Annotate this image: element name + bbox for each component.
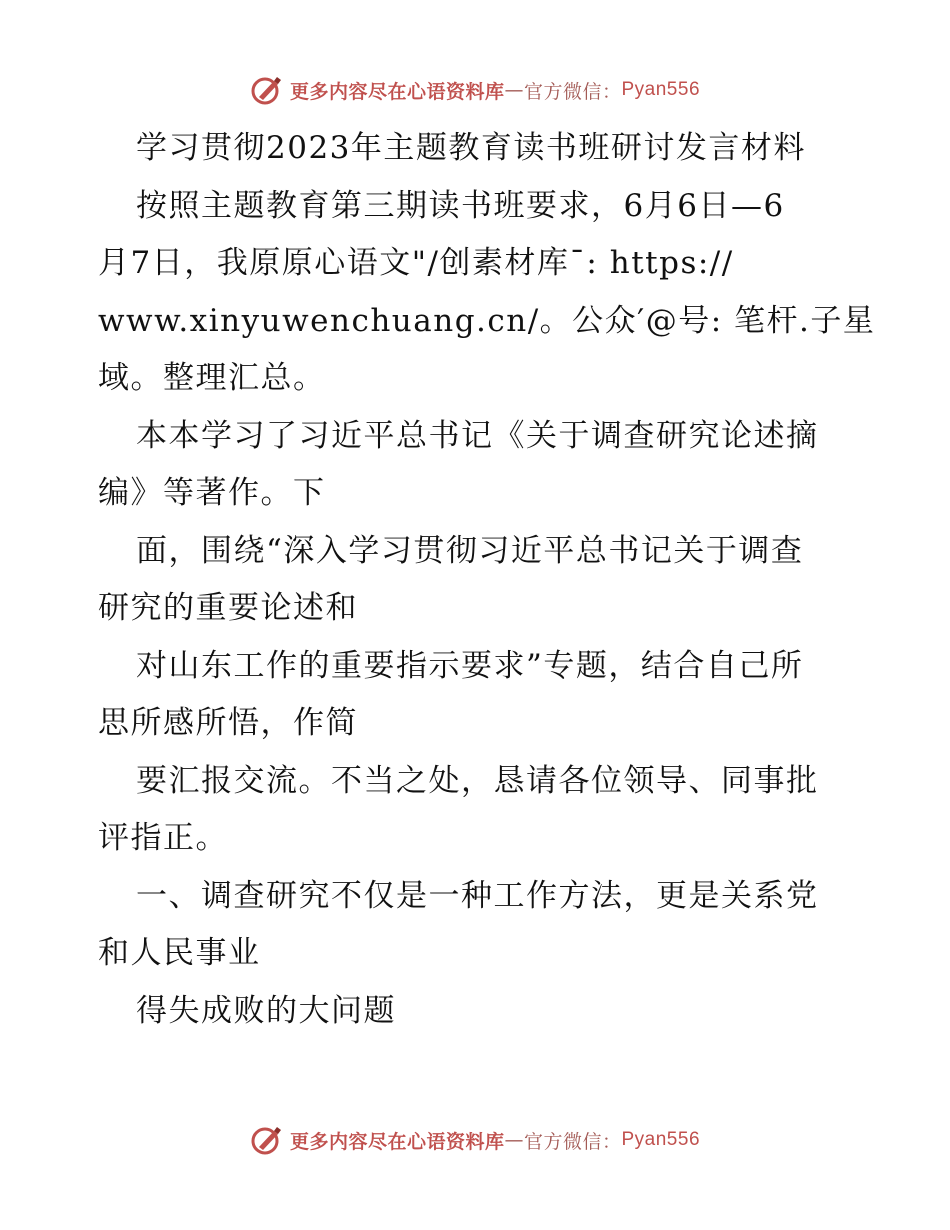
watermark-id: Pyan556 [621,79,701,100]
watermark-label: 官方微信： [523,80,622,103]
text-line: 要汇报交流。不当之处，恳请各位领导、同事批 [136,762,819,799]
watermark-text: 更多内容尽在心语资料库 [289,1130,505,1153]
pen-logo-icon [250,73,284,107]
header-watermark [0,70,950,110]
text-line: 月7日，我原原心语文"/创素材库¯: https:// [98,245,734,281]
text-line: 本本学习了习近平总书记《关于调查研究论述摘 [136,417,819,454]
text-line: 思所感所悟，作简 [98,705,358,741]
text-line: www.xinyuwenchuang.cn/。公众′@号: 笔杆.子星 [98,302,876,339]
text-line: 学习贯彻2023年主题教育读书班研讨发言材料 [136,130,806,166]
text-line: 面，围绕“深入学习贯彻习近平总书记关于调查 [136,532,804,569]
text-line: 一、调查研究不仅是一种工作方法，更是关系党 [136,877,819,914]
watermark-id: Pyan556 [621,1129,701,1150]
text-line: 按照主题教育第三期读书班要求，6月6日—6 [136,187,785,224]
text-line: 对山东工作的重要指示要求”专题，结合自己所 [136,647,804,684]
text-line: 得失成败的大问题 [136,992,396,1029]
watermark-text: 更多内容尽在心语资料库 [289,80,505,103]
watermark-separator: — [504,79,524,101]
text-line: 研究的重要论述和 [98,590,358,626]
watermark-separator: — [504,1129,524,1151]
footer-watermark [0,1120,950,1160]
text-line: 评指正。 [98,820,228,856]
pen-logo-icon [250,1123,284,1157]
text-line: 编》等著作。下 [98,475,326,511]
text-line: 和人民事业 [98,935,261,971]
document-body [98,120,876,1040]
text-line: 域。整理汇总。 [98,360,326,396]
watermark-label: 官方微信： [523,1130,622,1153]
